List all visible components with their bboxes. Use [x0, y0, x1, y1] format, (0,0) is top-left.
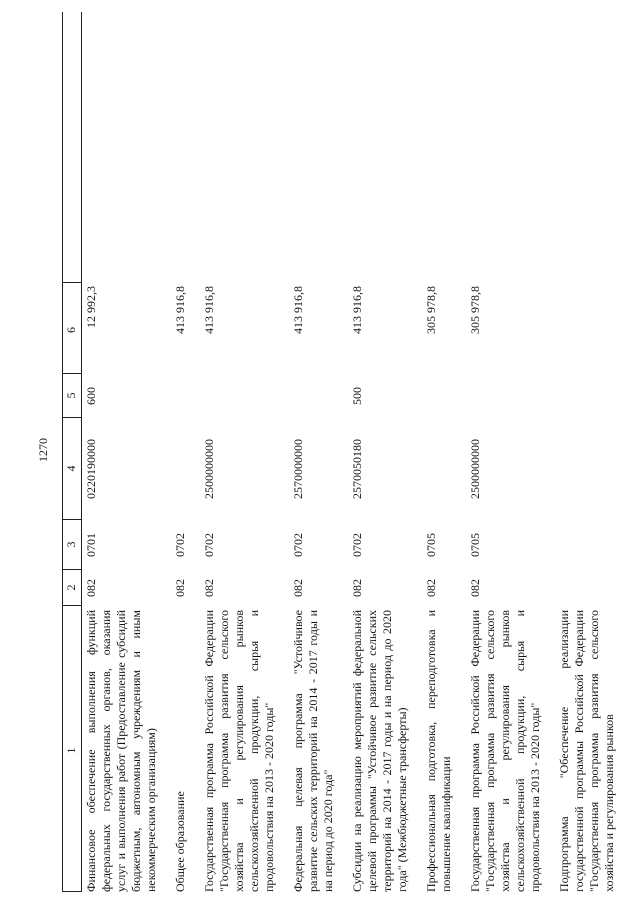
- row-ministry: 082: [350, 579, 364, 597]
- row-name: Подпрограмма "Обеспечение реализации государственной программы Российской Федерации "Государственная программа развития сельского хозяйства и регулирования рынков: [557, 610, 616, 892]
- budget-table: [62, 12, 640, 892]
- row-target: 2570000000: [291, 439, 305, 499]
- row-target: [171, 418, 200, 520]
- table-row: [422, 12, 466, 892]
- row-ministry: 082: [173, 579, 187, 597]
- row-expense-type: [289, 374, 348, 418]
- row-ministry: 082: [291, 579, 305, 597]
- row-amount: 413 916,8: [173, 286, 187, 334]
- row-section: 0702: [350, 533, 364, 557]
- page-number: 1270: [36, 438, 50, 462]
- row-expense-type: [171, 374, 200, 418]
- row-target: [422, 418, 466, 520]
- row-target: 2570050180: [350, 439, 364, 499]
- row-amount: 305 978,8: [468, 286, 482, 334]
- row-ministry: 082: [202, 579, 216, 597]
- row-name: Общее образование: [173, 791, 187, 892]
- row-amount: 12 992,3: [84, 286, 98, 328]
- row-expense-type: 600: [84, 387, 98, 405]
- row-name: Финансовое обеспечение выполнения функций федеральных государственных органов, оказания услуг и выполнения работ (Предоставление субсидий бюджетным, автономным учреждениям и иным некоммерческим организациям): [84, 610, 158, 892]
- table-row: [200, 12, 289, 892]
- row-ministry: 082: [424, 579, 438, 597]
- row-target: 0220190000: [84, 439, 98, 499]
- row-expense-type: [200, 374, 289, 418]
- row-name: Государственная программа Российской Федерации "Государственная программа развития сельского хозяйства и регулирования рынков сельскохозяйственной продукции, сырья и продовольствия на 2013 - 2020 годы": [202, 610, 276, 892]
- row-ministry: 082: [84, 579, 98, 597]
- table-header: [62, 12, 82, 892]
- row-section: 0701: [84, 533, 98, 557]
- row-amount: [555, 282, 629, 374]
- row-expense-type: [422, 374, 466, 418]
- row-section: 0702: [173, 533, 187, 557]
- header-col-1: 1: [63, 606, 81, 892]
- header-col-3: 3: [63, 520, 81, 570]
- row-expense-type: 500: [350, 387, 364, 405]
- header-col-4: 4: [63, 418, 81, 520]
- row-expense-type: [466, 374, 555, 418]
- row-target: 2500000000: [468, 439, 482, 499]
- row-expense-type: [555, 374, 629, 418]
- header-col-5: 5: [63, 374, 81, 418]
- row-section: [555, 520, 629, 570]
- table-row: [555, 12, 629, 892]
- header-col-6: 6: [63, 282, 81, 374]
- row-target: 2500000000: [202, 439, 216, 499]
- row-section: 0705: [424, 533, 438, 557]
- row-name: Субсидии на реализацию мероприятий федеральной целевой программы "Устойчивое развитие сельских территорий на 2014 - 2017 годы и на период до 2020 года" (Межбюджетные трансферты): [350, 610, 409, 892]
- row-amount: 413 916,8: [291, 286, 305, 334]
- row-target: [555, 418, 629, 520]
- row-ministry: 082: [468, 579, 482, 597]
- header-col-2: 2: [63, 570, 81, 606]
- row-name: Федеральная целевая программа "Устойчивое развитие сельских территорий на 2014 - 2017 годы и на период до 2020 года": [291, 610, 335, 892]
- row-ministry: [555, 570, 629, 606]
- table-row: [171, 12, 200, 892]
- row-amount: 305 978,8: [424, 286, 438, 334]
- table-row: [348, 12, 422, 892]
- row-section: 0702: [291, 533, 305, 557]
- row-amount: 413 916,8: [350, 286, 364, 334]
- table-row: [466, 12, 555, 892]
- row-name: Государственная программа Российской Федерации "Государственная программа развития сельского хозяйства и регулирования рынков сельскохозяйственной продукции, сырья и продовольствия на 2013 - 2020 годы": [468, 610, 542, 892]
- row-section: 0702: [202, 533, 216, 557]
- row-section: 0705: [468, 533, 482, 557]
- row-amount: 413 916,8: [202, 286, 216, 334]
- table-row: [289, 12, 348, 892]
- table-row: [82, 12, 171, 892]
- row-name: Профессиональная подготовка, переподготовка и повышение квалификации: [424, 610, 453, 892]
